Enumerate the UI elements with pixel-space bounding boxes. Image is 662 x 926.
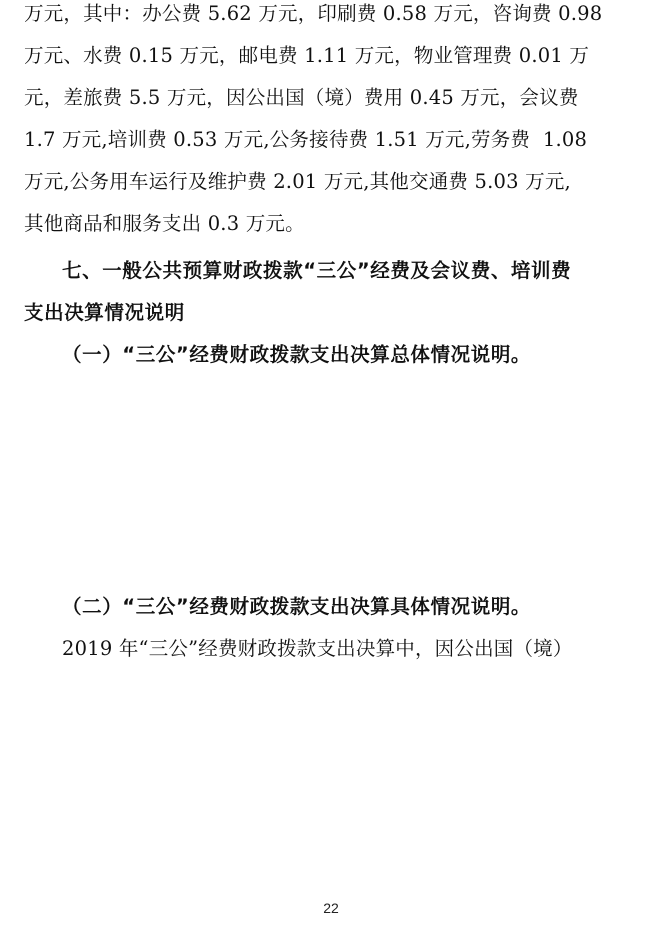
body-line (24, 677, 616, 705)
paragraph-line: 万元，其中：办公费 5.62 万元，印刷费 0.58 万元，咨询费 0.98 (24, 2, 603, 25)
body-line (24, 467, 616, 495)
paragraph-line: 元，差旅费 5.5 万元，因公出国（境）费用 0.45 万元，会议费 (24, 86, 579, 109)
subsection-heading: （一）“三公”经费财政拨款支出决算总体情况说明。 (62, 343, 532, 366)
paragraph-line: 1.7 万元,培训费 0.53 万元,公务接待费 1.51 万元,劳务费 1.08 (24, 128, 588, 151)
subsection-heading: （二）“三公”经费财政拨款支出决算具体情况说明。 (62, 595, 532, 618)
paragraph-line: 万元、水费 0.15 万元，邮电费 1.11 万元，物业管理费 0.01 万 (24, 44, 590, 67)
body-line (24, 719, 616, 747)
paragraph-line: 其他商品和服务支出 0.3 万元。 (24, 212, 305, 235)
body-line (62, 383, 616, 411)
page-number: 22 (323, 900, 339, 916)
body-line (24, 509, 616, 537)
paragraph-line: 万元,公务用车运行及维护费 2.01 万元,其他交通费 5.03 万元, (24, 170, 571, 193)
body-line (24, 551, 616, 579)
body-line (24, 425, 616, 453)
section-heading-cont: 支出决算情况说明 (24, 301, 185, 324)
body-line: 2019 年“三公”经费财政拨款支出决算中，因公出国（境） (62, 637, 573, 660)
body-line (24, 761, 616, 789)
section-heading: 七、一般公共预算财政拨款“三公”经费及会议费、培训费 (62, 259, 572, 282)
